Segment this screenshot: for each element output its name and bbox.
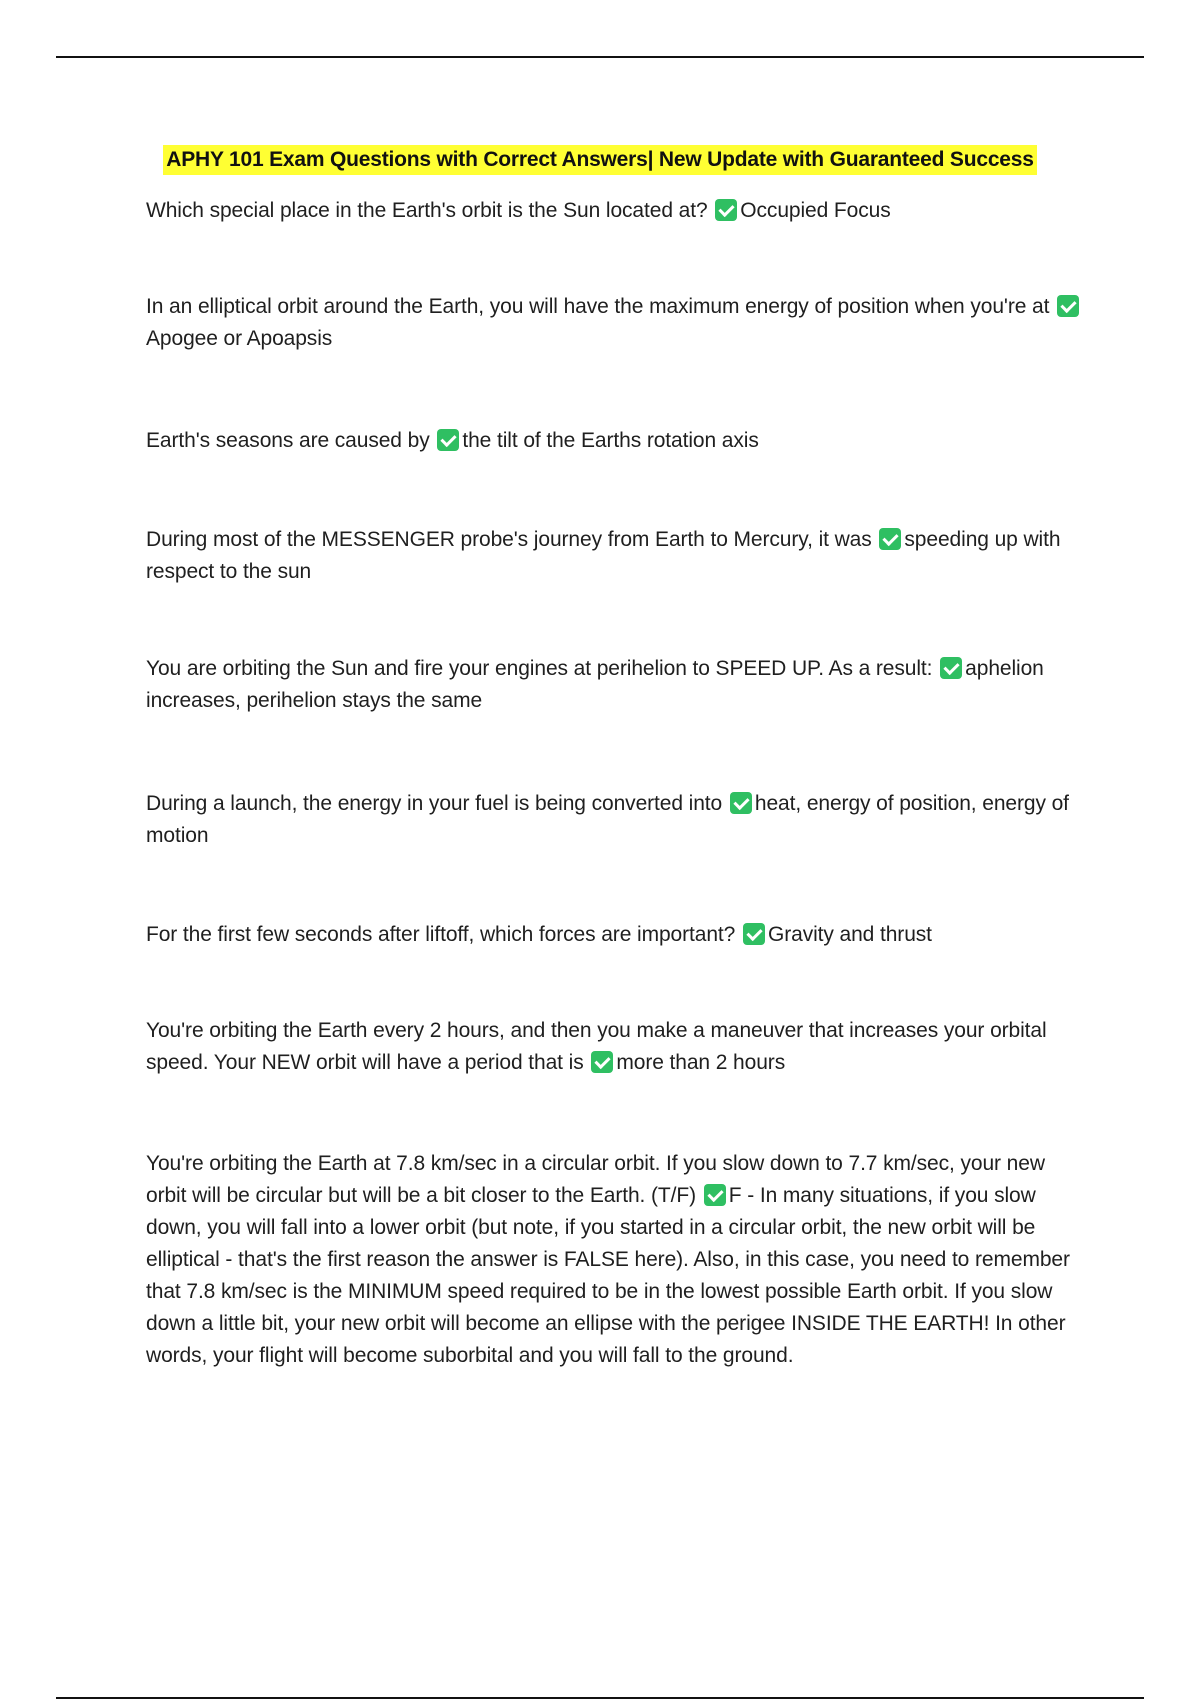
qa-item-4 <box>146 524 1086 588</box>
qa-item-6 <box>146 788 1086 852</box>
answer-text: more than 2 hours <box>616 1051 786 1074</box>
qa-item-5 <box>146 653 1086 717</box>
check-mark-icon <box>730 792 752 814</box>
title-container <box>0 145 1200 175</box>
qa-item-3 <box>146 425 1086 457</box>
answer-text: Gravity and thrust <box>767 923 932 946</box>
question-text: Which special place in the Earth's orbit is the Sun located at? <box>146 199 708 222</box>
qa-item-7 <box>146 919 1086 951</box>
question-text: Earth's seasons are caused by <box>146 429 430 452</box>
answer-text: heat, energy of position, energy of motion <box>146 792 1069 847</box>
question-text: You're orbiting the Earth at 7.8 km/sec in a circular orbit. If you slow down to 7.7 km/sec, your new orbit will be circular but will be a bit closer to the Earth. (T/F) <box>146 1152 1045 1207</box>
bottom-divider <box>56 1697 1144 1699</box>
question-text: For the first few seconds after liftoff, which forces are important? <box>146 923 736 946</box>
check-mark-icon <box>743 923 765 945</box>
check-mark-icon <box>879 528 901 550</box>
qa-item-2 <box>146 291 1086 355</box>
check-mark-icon <box>437 429 459 451</box>
qa-item-1 <box>146 195 1086 227</box>
answer-text: speeding up with respect to the sun <box>146 528 1061 583</box>
answer-text: Occupied Focus <box>740 199 891 222</box>
check-mark-icon <box>704 1184 726 1206</box>
question-text: You are orbiting the Sun and fire your engines at perihelion to SPEED UP. As a result: <box>146 657 933 680</box>
question-text: During most of the MESSENGER probe's journey from Earth to Mercury, it was <box>146 528 872 551</box>
check-mark-icon <box>940 657 962 679</box>
check-mark-icon <box>1057 295 1079 317</box>
question-text: You're orbiting the Earth every 2 hours, and then you make a maneuver that increases your orbital speed. Your NEW orbit will have a period that is <box>146 1019 1047 1074</box>
check-mark-icon <box>591 1051 613 1073</box>
answer-text: F - In many situations, if you slow down, you will fall into a lower orbit (but note, if you started in a circular orbit, the new orbit will be elliptical - that's the first reason the answer is FALSE here). Also, in this case, you need to remember that 7.8 km/sec is the MINIMUM speed required to be in the lowest possible Earth orbit. If you slow down a little bit, your new orbit will become an ellipse with the perigee INSIDE THE EARTH! In other words, your flight will become suborbital and you will fall to the ground. <box>146 1184 1070 1367</box>
question-text: During a launch, the energy in your fuel is being converted into <box>146 792 723 815</box>
answer-text: Apogee or Apoapsis <box>146 327 333 350</box>
answer-text: the tilt of the Earths rotation axis <box>462 429 759 452</box>
answer-text: aphelion increases, perihelion stays the same <box>146 657 1044 712</box>
document-title: APHY 101 Exam Questions with Correct Answers| New Update with Guaranteed Success <box>163 145 1037 175</box>
qa-item-8 <box>146 1015 1086 1079</box>
question-text: In an elliptical orbit around the Earth, you will have the maximum energy of position when you're at <box>146 295 1050 318</box>
top-divider <box>56 56 1144 58</box>
check-mark-icon <box>715 199 737 221</box>
qa-item-9 <box>146 1148 1086 1372</box>
